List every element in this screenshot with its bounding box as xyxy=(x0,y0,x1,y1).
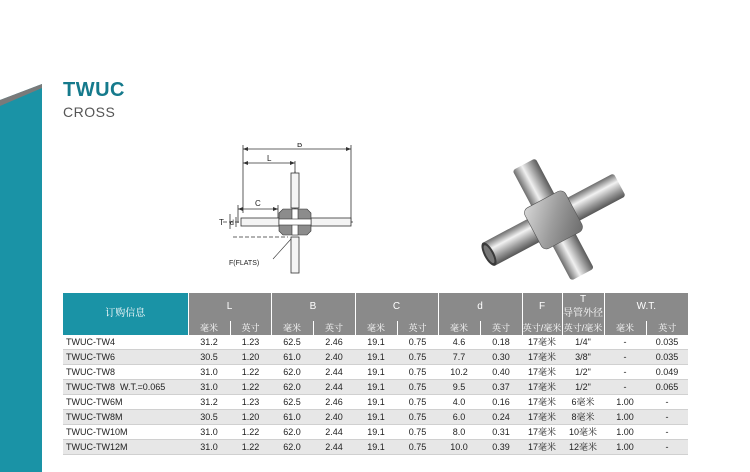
cell-f: 17毫米 xyxy=(522,440,562,455)
cell-l-mm: 31.2 xyxy=(188,335,230,350)
unit-b-mm: 毫米 xyxy=(271,321,313,335)
cell-l-in: 1.22 xyxy=(230,380,271,395)
cell-d-mm: 6.0 xyxy=(438,410,480,425)
cell-c-mm: 19.1 xyxy=(355,335,397,350)
cell-wt-mm: 1.00 xyxy=(604,410,646,425)
cell-l-mm: 31.0 xyxy=(188,440,230,455)
diagram-label-t: T xyxy=(219,218,224,227)
cell-c-in: 0.75 xyxy=(397,425,438,440)
header-f: F xyxy=(522,293,562,321)
cell-b-in: 2.44 xyxy=(313,425,355,440)
diagram-label-flats: F(FLATS) xyxy=(229,260,260,267)
sidebar-stripe-decoration xyxy=(0,0,42,130)
cell-f: 17毫米 xyxy=(522,395,562,410)
cell-d-in: 0.24 xyxy=(480,410,522,425)
cell-f: 17毫米 xyxy=(522,410,562,425)
header-t xyxy=(562,293,604,321)
cell-wt-in: 0.065 xyxy=(646,380,688,395)
table-row xyxy=(63,425,688,440)
cell-f: 17毫米 xyxy=(522,365,562,380)
unit-c-mm: 毫米 xyxy=(355,321,397,335)
cell-d-mm: 10.0 xyxy=(438,440,480,455)
diagram-label-c: C xyxy=(255,199,261,208)
cell-c-in: 0.75 xyxy=(397,410,438,425)
cell-wt-mm: 1.00 xyxy=(604,425,646,440)
cell-wt-mm: - xyxy=(604,365,646,380)
header-t-sub: 导管外径 xyxy=(563,308,604,319)
cell-part: TWUC-TW6 xyxy=(63,350,188,365)
cell-wt-mm: 1.00 xyxy=(604,395,646,410)
cell-l-in: 1.20 xyxy=(230,350,271,365)
cell-c-in: 0.75 xyxy=(397,380,438,395)
cell-part: TWUC-TW4 xyxy=(63,335,188,350)
header-b: B xyxy=(271,293,355,321)
unit-wt-mm: 毫米 xyxy=(604,321,646,335)
cell-b-in: 2.40 xyxy=(313,410,355,425)
cell-wt-mm: - xyxy=(604,380,646,395)
cell-l-in: 1.23 xyxy=(230,395,271,410)
table-row xyxy=(63,350,688,365)
cell-c-mm: 19.1 xyxy=(355,440,397,455)
cell-d-mm: 9.5 xyxy=(438,380,480,395)
cell-b-in: 2.40 xyxy=(313,350,355,365)
cell-b-mm: 61.0 xyxy=(271,350,313,365)
product-name-subtitle: CROSS xyxy=(63,104,116,120)
header-t-label: T xyxy=(579,294,587,305)
diagram-label-l: L xyxy=(267,154,272,163)
cell-f: 17毫米 xyxy=(522,335,562,350)
cell-c-in: 0.75 xyxy=(397,365,438,380)
header-wt: W.T. xyxy=(604,293,688,321)
cell-f: 17毫米 xyxy=(522,380,562,395)
sidebar-band xyxy=(0,0,42,472)
cell-b-mm: 61.0 xyxy=(271,410,313,425)
cell-b-mm: 62.0 xyxy=(271,425,313,440)
unit-d-inch: 英寸 xyxy=(480,321,522,335)
unit-f: 英寸/毫米 xyxy=(522,323,562,333)
diagram-label-d: d xyxy=(230,220,234,227)
cell-wt-in: - xyxy=(646,440,688,455)
cell-c-in: 0.75 xyxy=(397,395,438,410)
table-row xyxy=(63,410,688,425)
cell-wt-in: 0.035 xyxy=(646,335,688,350)
cell-c-mm: 19.1 xyxy=(355,410,397,425)
unit-d-mm: 毫米 xyxy=(438,321,480,335)
table-row xyxy=(63,380,688,395)
header-l: L xyxy=(188,293,271,321)
cell-part: TWUC-TW10M xyxy=(63,425,188,440)
cell-c-in: 0.75 xyxy=(397,350,438,365)
cell-d-mm: 7.7 xyxy=(438,350,480,365)
unit-c-inch: 英寸 xyxy=(397,321,438,335)
cell-d-mm: 4.6 xyxy=(438,335,480,350)
cell-wt-in: 0.035 xyxy=(646,350,688,365)
product-photo xyxy=(468,157,638,282)
cell-t: 1/2" xyxy=(562,380,604,395)
cell-d-mm: 10.2 xyxy=(438,365,480,380)
cell-d-in: 0.40 xyxy=(480,365,522,380)
cell-t: 3/8" xyxy=(562,350,604,365)
cell-t: 1/4" xyxy=(562,335,604,350)
cell-t: 6毫米 xyxy=(562,395,604,410)
cell-c-mm: 19.1 xyxy=(355,380,397,395)
cell-l-in: 1.22 xyxy=(230,365,271,380)
cell-b-mm: 62.0 xyxy=(271,380,313,395)
cell-b-mm: 62.5 xyxy=(271,395,313,410)
unit-l-mm: 毫米 xyxy=(188,321,230,335)
unit-wt-inch: 英寸 xyxy=(646,321,688,335)
header-d: d xyxy=(438,293,522,321)
cell-l-mm: 31.0 xyxy=(188,365,230,380)
cell-wt-mm: 1.00 xyxy=(604,440,646,455)
cell-l-in: 1.23 xyxy=(230,335,271,350)
cell-wt-mm: - xyxy=(604,335,646,350)
diagram-label-b: B xyxy=(297,143,303,149)
cell-l-mm: 30.5 xyxy=(188,350,230,365)
cell-b-mm: 62.5 xyxy=(271,335,313,350)
unit-l-inch: 英寸 xyxy=(230,321,271,335)
cell-b-in: 2.44 xyxy=(313,380,355,395)
cell-t: 1/2" xyxy=(562,365,604,380)
header-order-info: 订购信息 xyxy=(63,293,188,335)
cell-b-in: 2.44 xyxy=(313,440,355,455)
cell-part: TWUC-TW8M xyxy=(63,410,188,425)
cell-l-mm: 31.2 xyxy=(188,395,230,410)
cell-l-in: 1.22 xyxy=(230,425,271,440)
cell-d-in: 0.39 xyxy=(480,440,522,455)
cell-wt-in: - xyxy=(646,410,688,425)
cell-c-mm: 19.1 xyxy=(355,350,397,365)
cell-d-in: 0.37 xyxy=(480,380,522,395)
cell-b-mm: 62.0 xyxy=(271,365,313,380)
cell-l-in: 1.20 xyxy=(230,410,271,425)
cross-dimension-diagram xyxy=(213,143,363,278)
cell-l-in: 1.22 xyxy=(230,440,271,455)
cell-t: 8毫米 xyxy=(562,410,604,425)
cell-f: 17毫米 xyxy=(522,350,562,365)
unit-t: 英寸/毫米 xyxy=(563,323,603,333)
cell-b-in: 2.46 xyxy=(313,335,355,350)
cell-part: TWUC-TW12M xyxy=(63,440,188,455)
cell-wt-in: - xyxy=(646,425,688,440)
spec-table xyxy=(63,293,688,455)
cell-b-mm: 62.0 xyxy=(271,440,313,455)
unit-b-inch: 英寸 xyxy=(313,321,355,335)
cell-d-in: 0.31 xyxy=(480,425,522,440)
cell-d-in: 0.16 xyxy=(480,395,522,410)
cell-c-in: 0.75 xyxy=(397,335,438,350)
cell-part: TWUC-TW8 W.T.=0.065 xyxy=(63,380,188,395)
cell-b-in: 2.46 xyxy=(313,395,355,410)
cell-b-in: 2.44 xyxy=(313,365,355,380)
table-row xyxy=(63,335,688,350)
cell-c-mm: 19.1 xyxy=(355,425,397,440)
cell-l-mm: 31.0 xyxy=(188,380,230,395)
cell-t: 10毫米 xyxy=(562,425,604,440)
table-row xyxy=(63,395,688,410)
cell-l-mm: 31.0 xyxy=(188,425,230,440)
cell-part: TWUC-TW6M xyxy=(63,395,188,410)
cell-f: 17毫米 xyxy=(522,425,562,440)
cell-part: TWUC-TW8 xyxy=(63,365,188,380)
cell-l-mm: 30.5 xyxy=(188,410,230,425)
header-c: C xyxy=(355,293,438,321)
cell-wt-mm: - xyxy=(604,350,646,365)
cell-c-mm: 19.1 xyxy=(355,365,397,380)
product-code-title: TWUC xyxy=(63,79,125,101)
cell-c-in: 0.75 xyxy=(397,440,438,455)
table-row xyxy=(63,365,688,380)
cell-d-in: 0.30 xyxy=(480,350,522,365)
cell-wt-in: 0.049 xyxy=(646,365,688,380)
cell-c-mm: 19.1 xyxy=(355,395,397,410)
cell-d-mm: 4.0 xyxy=(438,395,480,410)
cell-d-in: 0.18 xyxy=(480,335,522,350)
table-row xyxy=(63,440,688,455)
cell-t: 12毫米 xyxy=(562,440,604,455)
cell-wt-in: - xyxy=(646,395,688,410)
cell-d-mm: 8.0 xyxy=(438,425,480,440)
